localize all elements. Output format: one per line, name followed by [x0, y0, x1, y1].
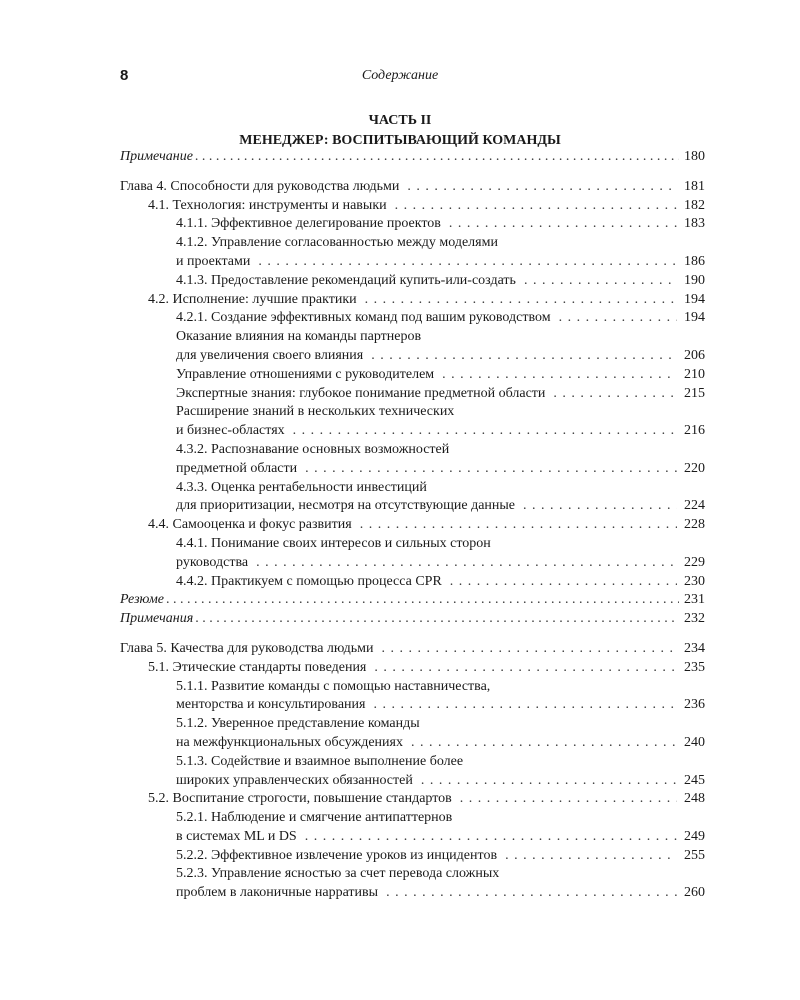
toc-entry-title: менторства и консультирования	[176, 697, 366, 713]
toc-entry	[120, 696, 705, 715]
toc-entry	[120, 347, 705, 366]
toc-entry-page: 181	[684, 178, 705, 194]
toc-entry	[120, 790, 705, 809]
toc-entry-title: Примечания	[120, 611, 194, 627]
toc-entry-page: 249	[684, 828, 705, 844]
toc-entry	[120, 573, 705, 592]
table-of-contents	[120, 148, 705, 903]
toc-entry-title: для увеличения своего влияния	[176, 347, 364, 363]
toc-entry-page: 186	[684, 253, 705, 269]
toc-entry	[120, 715, 705, 734]
toc-entry-title: на межфункциональных обсуждениях	[176, 734, 403, 750]
toc-entry-title: 5.1. Этические стандарты поведения	[148, 659, 367, 675]
toc-entry	[120, 610, 705, 629]
toc-entry	[120, 497, 705, 516]
toc-entry	[120, 460, 705, 479]
toc-entry-title: 4.4.2. Практикуем с помощью процесса CPR	[176, 573, 442, 589]
toc-entry-title: 5.2. Воспитание строгости, повышение стандартов	[148, 791, 452, 807]
toc-entry-title: и бизнес-областях	[176, 423, 285, 439]
toc-entry-page: 234	[684, 640, 705, 656]
toc-entry-title: предметной области	[176, 460, 298, 476]
toc-entry-title: 4.2. Исполнение: лучшие практики	[148, 291, 357, 307]
toc-entry-title: Оказание влияния на команды партнеров	[176, 329, 422, 345]
toc-entry	[120, 865, 705, 884]
toc-entry-title: Глава 4. Способности для руководства людьми	[120, 178, 400, 194]
toc-entry	[120, 828, 705, 847]
toc-entry-page: 231	[684, 592, 705, 608]
toc-entry-page: 245	[684, 772, 705, 788]
toc-entry-page: 260	[684, 885, 705, 901]
toc-entry-title: 4.1. Технология: инструменты и навыки	[148, 197, 387, 213]
toc-entry-title: 4.3.2. Распознавание основных возможностей	[176, 441, 450, 457]
toc-entry-title: и проектами	[176, 253, 251, 269]
part-heading	[0, 111, 800, 151]
toc-entry-page: 182	[684, 197, 705, 213]
toc-entry	[120, 753, 705, 772]
running-header: Содержание	[361, 68, 439, 83]
toc-entry-title: Примечание	[120, 149, 193, 164]
toc-entry-title: Расширение знаний в нескольких технических	[176, 404, 455, 420]
toc-entry-title: 4.2.1. Создание эффективных команд под вашим руководством	[176, 310, 551, 326]
toc-entry-title: 5.1.1. Развитие команды с помощью наставничества,	[176, 678, 491, 694]
toc-entry-title: руководства	[176, 554, 249, 570]
toc-entry-page: 220	[684, 460, 705, 476]
toc-entry	[120, 309, 705, 328]
toc-entry-title: 4.1.3. Предоставление рекомендаций купить-или-создать	[176, 272, 516, 288]
toc-entry	[120, 291, 705, 310]
toc-entry-title: 4.1.1. Эффективное делегирование проектов	[176, 216, 441, 232]
toc-entry-page: 232	[684, 611, 705, 627]
part-title: МЕНЕДЖЕР: ВОСПИТЫВАЮЩИЙ КОМАНДЫ	[239, 133, 561, 148]
toc-entry-title: проблем в лаконичные нарративы	[176, 885, 379, 901]
toc-entry	[120, 422, 705, 441]
toc-entry-page: 240	[684, 734, 705, 750]
toc-entry-title: 4.1.2. Управление согласованностью между моделями	[176, 235, 498, 251]
toc-entry	[120, 479, 705, 498]
toc-entry-page: 180	[684, 149, 705, 164]
toc-entry-page: 183	[684, 216, 705, 232]
toc-entry	[120, 215, 705, 234]
toc-entry-page: 228	[684, 517, 705, 533]
toc-entry	[120, 272, 705, 291]
toc-entry	[120, 148, 705, 167]
toc-entry-page: 216	[684, 423, 705, 439]
toc-entry-title: в системах ML и DS	[176, 828, 297, 844]
toc-entry	[120, 441, 705, 460]
toc-entry-title: 4.4.1. Понимание своих интересов и сильных сторон	[176, 535, 491, 551]
toc-entry-page: 235	[684, 659, 705, 675]
toc-entry	[120, 366, 705, 385]
toc-entry	[120, 554, 705, 573]
toc-entry-page: 248	[684, 791, 705, 807]
toc-entry	[120, 234, 705, 253]
toc-entry-title: для приоритизации, несмотря на отсутствующие данные	[176, 498, 516, 514]
toc-entry-page: 255	[684, 847, 705, 863]
toc-entry-title: Глава 5. Качества для руководства людьми	[120, 640, 374, 656]
toc-entry	[120, 591, 705, 610]
toc-entry-title: Экспертные знания: глубокое понимание предметной области	[176, 385, 546, 401]
toc-entry	[120, 516, 705, 535]
toc-entry-title: широких управленческих обязанностей	[176, 772, 413, 788]
toc-entry-page: 224	[684, 498, 705, 514]
toc-entry	[120, 678, 705, 697]
toc-entry-page: 230	[684, 573, 705, 589]
toc-entry-page: 236	[684, 697, 705, 713]
page-number: 8	[120, 67, 129, 84]
toc-entry	[120, 659, 705, 678]
part-label: ЧАСТЬ II	[368, 113, 432, 128]
toc-entry-title: 5.1.2. Уверенное представление команды	[176, 716, 420, 732]
toc-entry	[120, 535, 705, 554]
toc-entry-page: 210	[684, 366, 705, 382]
toc-entry-title: Резюме	[120, 592, 165, 608]
toc-entry	[120, 178, 705, 197]
toc-entry	[120, 197, 705, 216]
toc-entry	[120, 884, 705, 903]
toc-entry-title: 4.4. Самооценка и фокус развития	[148, 517, 352, 533]
toc-entry-page: 229	[684, 554, 705, 570]
toc-entry	[120, 385, 705, 404]
toc-entry-page: 206	[684, 347, 705, 363]
toc-entry-title: 4.3.3. Оценка рентабельности инвестиций	[176, 479, 427, 495]
toc-entry-title: 5.1.3. Содействие и взаимное выполнение более	[176, 753, 464, 769]
toc-entry-title: 5.2.2. Эффективное извлечение уроков из инцидентов	[176, 847, 498, 863]
toc-entry-title: 5.2.3. Управление ясностью за счет перевода сложных	[176, 866, 500, 882]
toc-entry-title: 5.2.1. Наблюдение и смягчение антипаттернов	[176, 810, 453, 826]
toc-entry	[120, 403, 705, 422]
toc-entry	[120, 328, 705, 347]
toc-entry-title: Управление отношениями с руководителем	[176, 366, 435, 382]
toc-entry-page: 194	[684, 310, 705, 326]
toc-entry	[120, 253, 705, 272]
toc-entry	[120, 772, 705, 791]
toc-entry	[120, 734, 705, 753]
toc-entry	[120, 640, 705, 659]
toc-entry	[120, 847, 705, 866]
toc-entry	[120, 809, 705, 828]
toc-entry-page: 215	[684, 385, 705, 401]
toc-entry-page: 194	[684, 291, 705, 307]
toc-entry-page: 190	[684, 272, 705, 288]
